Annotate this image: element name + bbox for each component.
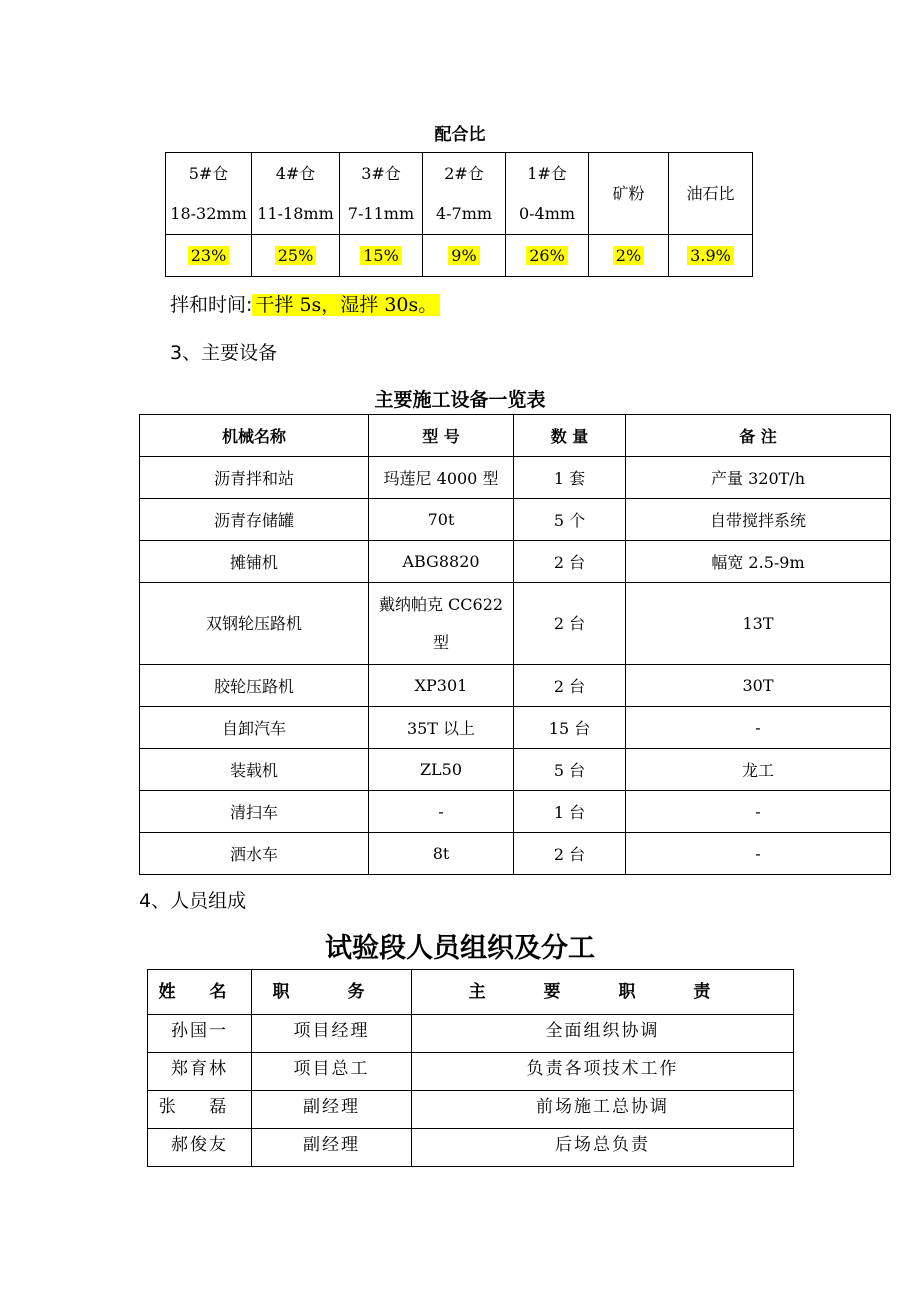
- header-position: 职 务: [252, 970, 412, 1015]
- mixing-time: [170, 290, 440, 317]
- table-row: 洒水车 8t 2 台 -: [140, 833, 891, 875]
- mix-col-4: 4#仓 11-18mm: [252, 153, 340, 235]
- header-name: 机械名称: [140, 415, 369, 457]
- mix-col-5: 5#仓 18-32mm: [166, 153, 252, 235]
- header-model: 型 号: [369, 415, 514, 457]
- mix-ratio-value: 3.9%: [687, 246, 734, 265]
- header-qty: 数 量: [514, 415, 626, 457]
- mix-ratio-value: 9%: [448, 246, 479, 265]
- mix-col-2: 2#仓 4-7mm: [423, 153, 506, 235]
- mix-ratio-value: 15%: [360, 246, 402, 265]
- table-row: 清扫车 - 1 台 -: [140, 791, 891, 833]
- mix-ratio-value: 23%: [188, 246, 230, 265]
- header-duty: 主 要 职 责: [412, 970, 794, 1015]
- equipment-table-title: 主要施工设备一览表: [374, 389, 546, 411]
- table-row: 张 磊 副经理 前场施工总协调: [148, 1091, 794, 1129]
- table-row: 摊铺机 ABG8820 2 台 幅宽 2.5-9m: [140, 541, 891, 583]
- mix-col-mineral-powder: 矿粉: [589, 153, 669, 235]
- mix-col-asphalt-ratio: 油石比: [669, 153, 753, 235]
- table-row: 孙国一 项目经理 全面组织协调: [148, 1015, 794, 1053]
- mix-ratio-value-row: [166, 235, 753, 277]
- mixing-time-label: 拌和时间:: [170, 294, 253, 316]
- table-row: 胶轮压路机 XP301 2 台 30T: [140, 665, 891, 707]
- table-row: 郝俊友 副经理 后场总负责: [148, 1129, 794, 1167]
- header-staff-name: 姓 名: [148, 970, 252, 1015]
- mix-ratio-title: 配合比: [434, 125, 486, 145]
- header-note: 备 注: [626, 415, 891, 457]
- mix-ratio-value: 26%: [526, 246, 568, 265]
- mix-col-1: 1#仓 0-4mm: [506, 153, 589, 235]
- section-4-heading: 4、人员组成: [139, 890, 247, 912]
- equipment-header-row: [140, 415, 891, 457]
- mix-ratio-value: 25%: [275, 246, 317, 265]
- mix-ratio-value: 2%: [613, 246, 644, 265]
- table-row: 装载机 ZL50 5 台 龙工: [140, 749, 891, 791]
- mix-col-3: 3#仓 7-11mm: [340, 153, 423, 235]
- mix-ratio-header-row: [166, 153, 753, 235]
- table-row: 自卸汽车 35T 以上 15 台 -: [140, 707, 891, 749]
- staff-table: [147, 969, 794, 1167]
- table-row: 郑育林 项目总工 负责各项技术工作: [148, 1053, 794, 1091]
- table-row: 沥青拌和站 玛莲尼 4000 型 1 套 产量 320T/h: [140, 457, 891, 499]
- staff-header-row: [148, 970, 794, 1015]
- table-row: 沥青存储罐 70t 5 个 自带搅拌系统: [140, 499, 891, 541]
- table-row: 双钢轮压路机 戴纳帕克 CC622 型 2 台 13T: [140, 583, 891, 665]
- mixing-time-value: 干拌 5s，湿拌 30s。: [252, 294, 440, 316]
- staff-table-title: 试验段人员组织及分工: [325, 933, 595, 964]
- section-3-heading: 3、主要设备: [170, 342, 278, 364]
- mix-ratio-table: [165, 152, 753, 277]
- equipment-table: [139, 414, 891, 875]
